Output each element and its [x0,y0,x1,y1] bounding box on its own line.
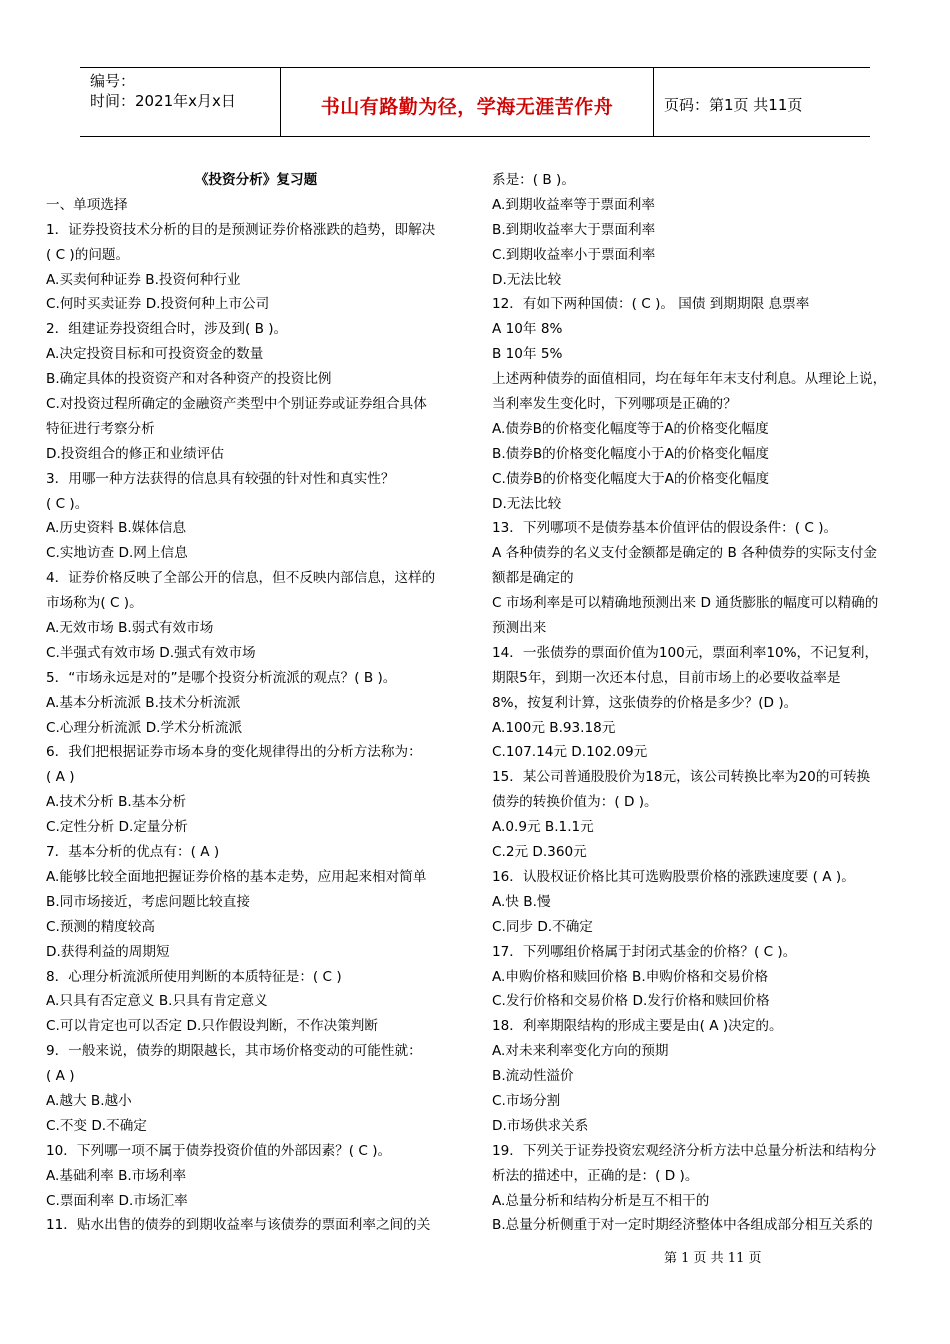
text-line: 11．贴水出售的债券的到期收益率与该债券的票面利率之间的关 [46,1217,431,1234]
text-line: 额都是确定的 [492,570,574,587]
text-line: D.无法比较 [492,271,562,288]
text-line: 3．用哪一种方法获得的信息具有较强的针对性和真实性？ [46,470,395,487]
text-line: B.债券B的价格变化幅度小于A的价格变化幅度 [492,445,769,462]
text-line: A.申购价格和赎回价格 B.申购价格和交易价格 [492,968,769,985]
text-line: 上述两种债券的面值相同，均在每年年末支付利息。从理论上说， [492,371,887,388]
text-line: 系是：( B )。 [492,172,575,188]
text-line: 19．下列关于证券投资宏观经济分析方法中总量分析法和结构分 [492,1142,877,1159]
motto-text: 书山有路勤为径，学海无涯苦作舟 [320,96,614,118]
text-line: D.无法比较 [492,495,562,512]
text-line: A.越大 B.越小 [46,1092,132,1109]
text-line: A.100元 B.93.18元 [492,719,616,736]
text-line: C.预测的精度较高 [46,918,155,935]
text-line: C.债券B的价格变化幅度大于A的价格变化幅度 [492,470,770,487]
text-line: 2．组建证券投资组合时，涉及到( B )。 [46,321,288,338]
text-line: C.到期收益率小于票面利率 [492,246,656,263]
page-footer: 第 1 页 共 11 页 [664,1251,762,1266]
text-line: ( C )。 [46,495,89,512]
text-line: 13．下列哪项不是债券基本价值评估的假设条件：( C )。 [492,520,838,537]
text-line: A.决定投资目标和可投资资金的数量 [46,346,264,363]
text-line: B.流动性溢价 [492,1068,574,1085]
text-line: ( A ) [46,1068,75,1085]
text-line: 12．有如下两种国债：( C )。 国债 到期期限 息票率 [492,296,810,313]
text-line: A.快 B.慢 [492,893,551,910]
text-line: 析法的描述中，正确的是：( D )。 [492,1167,699,1184]
text-line: B.确定具体的投资资产和对各种资产的投资比例 [46,371,332,388]
text-line: C.何时买卖证券 D.投资何种上市公司 [46,296,270,313]
text-line: A.只具有否定意义 B.只具有肯定意义 [46,993,268,1010]
left-column [46,168,466,1238]
text-line: 债券的转换价值为：( D )。 [492,794,658,811]
text-line: 10．下列哪一项不属于债券投资价值的外部因素？( C )。 [46,1142,392,1159]
text-line: C.心理分析流派 D.学术分析流派 [46,719,243,736]
text-line: 5．“市场永远是对的”是哪个投资分析流派的观点？( B )。 [46,669,397,686]
text-line: B.总量分析侧重于对一定时期经济整体中各组成部分相互关系的 [492,1217,873,1234]
text-line: 7．基本分析的优点有：( A ) [46,844,220,861]
text-line: C.2元 D.360元 [492,844,587,861]
text-line: 1．证券投资技术分析的目的是预测证券价格涨跌的趋势，即解决 [46,221,436,238]
text-line: A.历史资料 B.媒体信息 [46,520,187,537]
text-line: A.技术分析 B.基本分析 [46,794,187,811]
text-line: B.同市场接近，考虑问题比较直接 [46,893,250,910]
text-line: C.市场分割 [492,1092,561,1109]
text-line: 17．下列哪组价格属于封闭式基金的价格？( C )。 [492,943,797,960]
text-line: 6．我们把根据证券市场本身的变化规律得出的分析方法称为： [46,744,422,761]
text-line: B.到期收益率大于票面利率 [492,221,656,238]
text-line: C.定性分析 D.定量分析 [46,819,188,836]
text-line: ( C )的问题。 [46,246,130,263]
text-line: C.107.14元 D.102.09元 [492,744,648,761]
text-line: 4．证券价格反映了全部公开的信息，但不反映内部信息，这样的 [46,570,436,587]
text-line: D.市场供求关系 [492,1117,589,1134]
text-line: 16．认股权证价格比其可选购股票价格的涨跌速度要 ( A )。 [492,868,855,885]
text-line: A.总量分析和结构分析是互不相干的 [492,1192,710,1209]
header-page-cell [654,68,870,136]
text-line: 9．一般来说，债券的期限越长，其市场价格变动的可能性就： [46,1043,422,1060]
text-line: A.基础利率 B.市场利率 [46,1167,187,1184]
text-line: 一、单项选择 [46,196,128,213]
text-line: A 各种债券的名义支付金额都是确定的 B 各种债券的实际支付金 [492,545,878,562]
text-line: A.0.9元 B.1.1元 [492,819,594,836]
text-line: A 10年 8% [492,321,563,338]
page-info: 页码：第1页 共11页 [664,96,803,114]
text-line: C.发行价格和交易价格 D.发行价格和赎回价格 [492,993,770,1010]
text-line: C.票面利率 D.市场汇率 [46,1192,188,1209]
text-line: C.半强式有效市场 D.强式有效市场 [46,644,256,661]
text-line: A.债券B的价格变化幅度等于A的价格变化幅度 [492,420,769,437]
text-line: 市场称为( C )。 [46,595,143,612]
text-line: C.实地访查 D.网上信息 [46,545,188,562]
text-line: D.获得利益的周期短 [46,943,170,960]
text-line: A.基本分析流派 B.技术分析流派 [46,694,241,711]
text-line: 8．心理分析流派所使用判断的本质特征是：( C ) [46,968,342,985]
text-line: 期限5年，到期一次还本付息，目前市场上的必要收益率是 [492,669,841,686]
header-left-cell [80,68,281,136]
text-line: A.无效市场 B.弱式有效市场 [46,620,214,637]
text-line: A.能够比较全面地把握证券价格的基本走势，应用起来相对简单 [46,868,427,885]
text-line: 当利率发生变化时，下列哪项是正确的？ [492,396,737,413]
text-line: 8%，按复利计算，这张债券的价格是多少？(D )。 [492,694,798,711]
text-line: C.不变 D.不确定 [46,1117,147,1134]
text-line: 14．一张债券的票面价值为100元，票面利率10%，不记复利， [492,644,879,661]
text-line: 15．某公司普通股股价为18元，该公司转换比率为20的可转换 [492,769,871,786]
text-line: C 市场利率是可以精确地预测出来 D 通货膨胀的幅度可以精确的 [492,595,879,612]
page-header [80,67,870,137]
text-line: A.买卖何种证券 B.投资何种行业 [46,271,241,288]
header-motto-cell [281,68,654,136]
document-title: 《投资分析》复习题 [194,172,318,188]
text-line: 预测出来 [492,620,547,637]
right-column [492,168,912,1238]
text-line: 18．利率期限结构的形成主要是由( A )决定的。 [492,1018,783,1035]
text-line: A.对未来利率变化方向的预期 [492,1043,669,1060]
text-line: C.对投资过程所确定的金融资产类型中个别证券或证券组合具体 [46,396,427,413]
text-line: ( A ) [46,769,75,786]
text-line: B 10年 5% [492,346,563,363]
doc-number-label: 编号： [90,72,136,90]
text-line: C.可以肯定也可以否定 D.只作假设判断，不作决策判断 [46,1018,378,1035]
text-line: D.投资组合的修正和业绩评估 [46,445,224,462]
text-line: A.到期收益率等于票面利率 [492,196,655,213]
text-line: C.同步 D.不确定 [492,918,593,935]
doc-time-label: 时间：2021年x月x日 [90,92,236,110]
text-line: 特征进行考察分析 [46,420,155,437]
